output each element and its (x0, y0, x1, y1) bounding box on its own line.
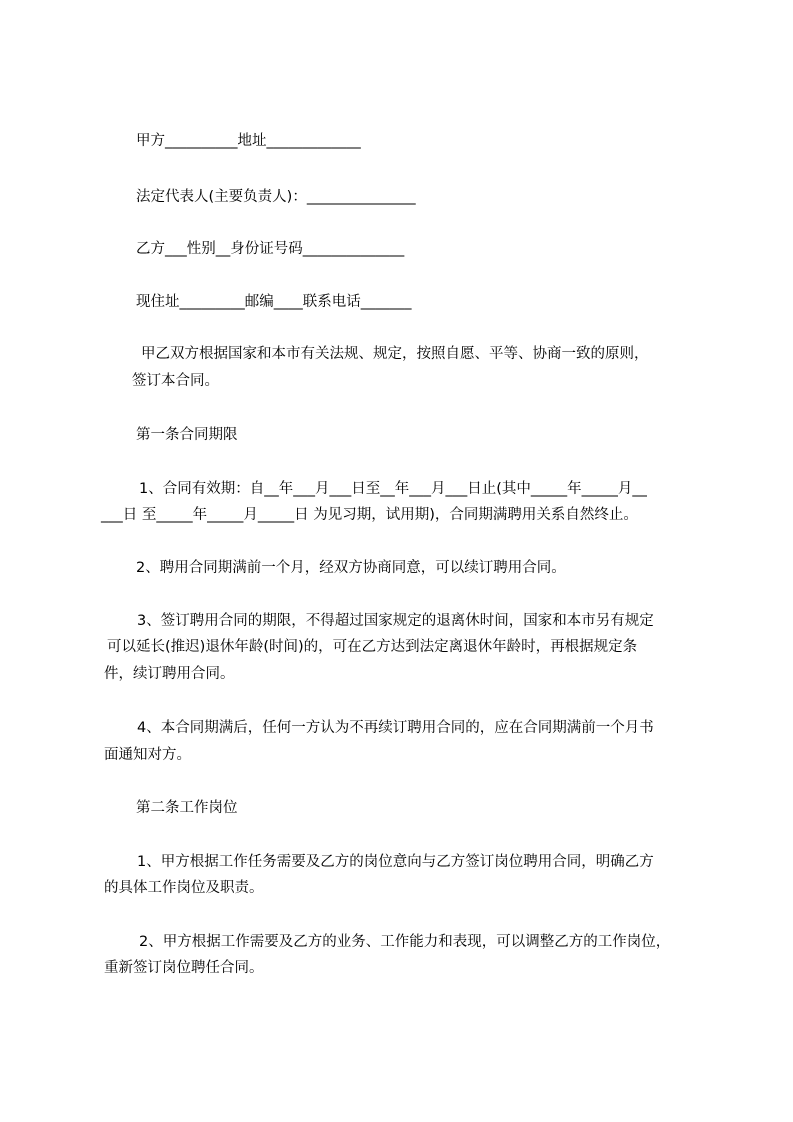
article-1-clause-3-line-3: 件，续订聘用合同。 (104, 666, 235, 682)
article-1-clause-3-line-2: 可以延长(推迟)退休年龄(时间)的，可在乙方达到法定离退休年龄时，再根据规定条 (107, 639, 638, 655)
article-1-clause-4-line-1: 4、本合同期满后，任何一方认为不再续订聘用合同的，应在合同期满前一个月书 (137, 720, 654, 736)
article-1-clause-1-line-2: ___日 至_____年_____月_____日 为见习期，试用期)，合同期满聘用关系自然终止。 (101, 507, 638, 523)
article-2-clause-2-line-2: 重新签订岗位聘任合同。 (104, 960, 264, 976)
article-1-clause-3-line-1: 3、签订聘用合同的期限，不得超过国家规定的退离休时间，国家和本市另有规定 (137, 613, 654, 629)
article-1-clause-4-line-2: 面通知对方。 (104, 747, 191, 763)
article-1-heading: 第一条合同期限 (136, 427, 238, 443)
article-1-clause-1-line-1: 1、合同有效期：自__年___月___日至__年___月___日止(其中_____年_____月__ (139, 481, 647, 497)
article-2-clause-2-line-1: 2、甲方根据工作需要及乙方的业务、工作能力和表现，可以调整乙方的工作岗位， (139, 934, 671, 950)
legal-rep-field: 法定代表人(主要负责人)：_______________ (136, 189, 416, 205)
address-field: 现住址_________邮编____联系电话_______ (136, 294, 412, 310)
party-b-field: 乙方___性别__身份证号码______________ (136, 241, 405, 257)
article-1-clause-2: 2、聘用合同期满前一个月，经双方协商同意，可以续订聘用合同。 (136, 560, 566, 576)
intro-line-1: 甲乙双方根据国家和本市有关法规、规定，按照自愿、平等、协商一致的原则， (141, 346, 649, 362)
party-a-field: 甲方__________地址_____________ (136, 133, 361, 149)
article-2-clause-1-line-1: 1、甲方根据工作任务需要及乙方的岗位意向与乙方签订岗位聘用合同，明确乙方 (137, 854, 654, 870)
article-2-clause-1-line-2: 的具体工作岗位及职责。 (104, 880, 264, 896)
intro-line-2: 签订本合同。 (132, 373, 219, 389)
article-2-heading: 第二条工作岗位 (136, 800, 238, 816)
